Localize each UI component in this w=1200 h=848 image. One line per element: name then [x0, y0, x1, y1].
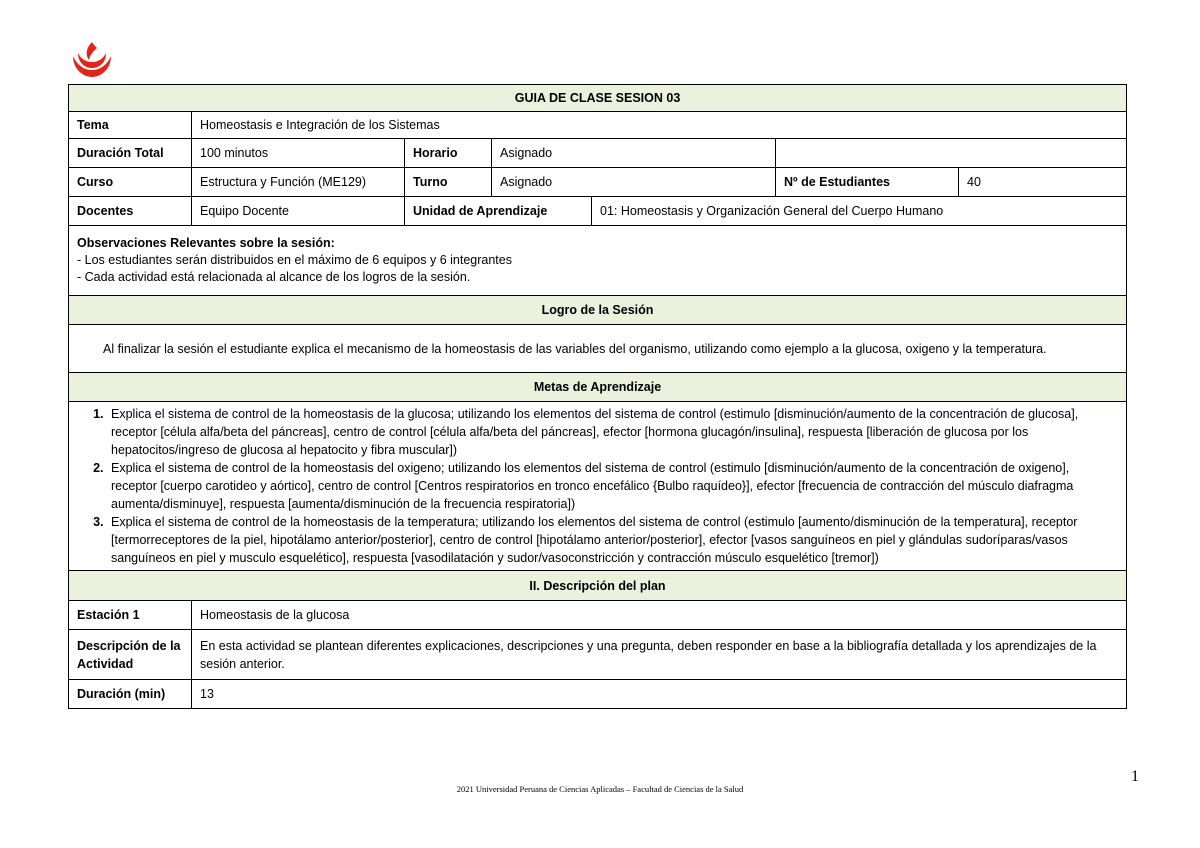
horario-label: Horario	[405, 139, 492, 168]
estacion-label: Estación 1	[69, 601, 192, 630]
horario-value: Asignado	[492, 139, 776, 168]
duracion-total-label: Duración Total	[69, 139, 192, 168]
guide-title: GUIA DE CLASE SESION 03	[69, 85, 1127, 112]
curso-label: Curso	[69, 168, 192, 197]
metas-cell	[69, 402, 1127, 571]
logro-title: Logro de la Sesión	[69, 296, 1127, 325]
turno-value: Asignado	[492, 168, 776, 197]
estudiantes-label: Nº de Estudiantes	[776, 168, 959, 197]
observaciones-line: - Los estudiantes serán distribuidos en el máximo de 6 equipos y 6 integrantes	[77, 253, 512, 267]
docentes-value: Equipo Docente	[192, 197, 405, 226]
turno-label: Turno	[405, 168, 492, 197]
tema-value: Homeostasis e Integración de los Sistemas	[192, 112, 1127, 139]
logro-text: Al finalizar la sesión el estudiante explica el mecanismo de la homeostasis de las variables del organismo, utilizando como ejemplo a la glucosa, oxigeno y la temperatura.	[69, 325, 1127, 373]
metas-list	[77, 405, 1118, 567]
metas-title: Metas de Aprendizaje	[69, 373, 1127, 402]
meta-item: 2. Explica el sistema de control de la homeostasis del oxigeno; utilizando los elementos del sistema de control (estimulo [disminución/aumento de la concentración de oxigeno], receptor [cuerpo carotideo y aórtico], centro de control [Centros respiratorios en tronco encefálico {Bulbo raquídeo}], efector [frecuencia de contracción del músculo diafragma aumenta/disminuye], respuesta [aumenta/disminución de la frecuencia respiratoria])	[107, 459, 1118, 513]
horario-extra-cell	[776, 139, 1127, 168]
observaciones-line: - Cada actividad está relacionada al alcance de los logros de la sesión.	[77, 270, 471, 284]
estacion-value: Homeostasis de la glucosa	[192, 601, 1127, 630]
page-number: 1	[1131, 768, 1139, 785]
observaciones-title: Observaciones Relevantes sobre la sesión:	[77, 236, 335, 250]
duracion-min-label: Duración (min)	[69, 680, 192, 709]
plan-title: II. Descripción del plan	[69, 571, 1127, 601]
estudiantes-value: 40	[959, 168, 1127, 197]
duracion-min-value: 13	[192, 680, 1127, 709]
tema-label: Tema	[69, 112, 192, 139]
meta-item: 1. Explica el sistema de control de la homeostasis de la glucosa; utilizando los elementos del sistema de control (estimulo [disminución/aumento de la concentración de glucosa], receptor [célula alfa/beta del páncreas], centro de control [célula alfa/beta del páncreas], efector [hormona glucagón/insulina], respuesta [liberación de glucosa por los hepatocitos/ingreso de glucosa al hepatocito y fibra muscular])	[107, 405, 1118, 459]
descripcion-label: Descripción de la Actividad	[69, 630, 192, 680]
curso-value: Estructura y Función (ME129)	[192, 168, 405, 197]
class-guide-table	[68, 84, 1127, 709]
upc-flame-logo-icon	[70, 40, 114, 78]
observaciones-cell	[69, 226, 1127, 296]
meta-item: 3. Explica el sistema de control de la homeostasis de la temperatura; utilizando los elementos del sistema de control (estimulo [aumento/disminución de la temperatura], receptor [termorreceptores de la piel, hipotálamo anterior/posterior], centro de control [hipotálamo anterior/posterior], efector [vasos sanguíneos en piel y glándulas sudoríparas/vasos sanguíneos en piel y musculo esquelético], respuesta [vasodilatación y sudor/vasoconstricción y contracción músculo esquelético [tremor])	[107, 513, 1118, 567]
unidad-value: 01: Homeostasis y Organización General del Cuerpo Humano	[592, 197, 1127, 226]
docentes-label: Docentes	[69, 197, 192, 226]
descripcion-value: En esta actividad se plantean diferentes explicaciones, descripciones y una pregunta, deben responder en base a la bibliografía detallada y los aprendizajes de la sesión anterior.	[192, 630, 1127, 680]
unidad-label: Unidad de Aprendizaje	[405, 197, 592, 226]
page-footer: 2021 Universidad Peruana de Ciencias Aplicadas – Facultad de Ciencias de la Salud	[456, 784, 744, 794]
duracion-total-value: 100 minutos	[192, 139, 405, 168]
